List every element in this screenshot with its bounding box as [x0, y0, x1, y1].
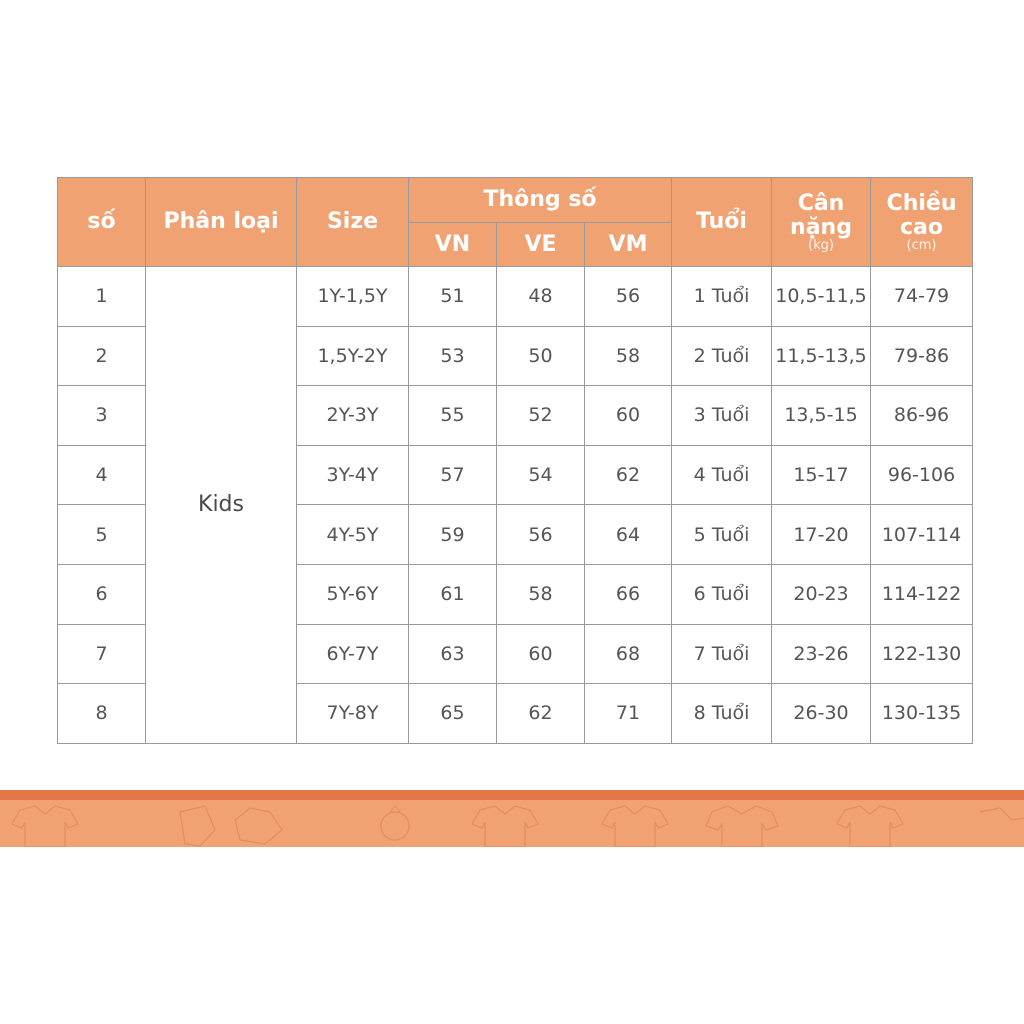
cell-chieu-cao: 107-114 — [871, 505, 973, 565]
header-thong-so: Thông số — [409, 178, 672, 223]
cell-vn: 57 — [409, 445, 497, 505]
cell-ve: 60 — [497, 624, 585, 684]
cell-so: 4 — [58, 445, 146, 505]
table-body — [58, 267, 973, 744]
cell-so: 7 — [58, 624, 146, 684]
cell-tuoi: 8 Tuổi — [672, 684, 772, 744]
cell-can-nang: 17-20 — [772, 505, 871, 565]
cell-tuoi: 2 Tuổi — [672, 326, 772, 386]
cell-ve: 58 — [497, 564, 585, 624]
cell-vn: 65 — [409, 684, 497, 744]
cell-chieu-cao: 79-86 — [871, 326, 973, 386]
cell-ve: 52 — [497, 386, 585, 446]
header-can-nang-unit: (kg) — [808, 237, 834, 253]
cell-so: 3 — [58, 386, 146, 446]
cell-chieu-cao: 96-106 — [871, 445, 973, 505]
cell-vm: 66 — [585, 564, 672, 624]
cell-size: 4Y-5Y — [297, 505, 409, 565]
category-cell: Kids — [146, 267, 297, 744]
table-row — [58, 267, 973, 327]
header-phan-loai: Phân loại — [146, 178, 297, 267]
cell-size: 2Y-3Y — [297, 386, 409, 446]
cell-tuoi: 5 Tuổi — [672, 505, 772, 565]
clothing-pattern-icon — [0, 800, 1024, 847]
cell-can-nang: 13,5-15 — [772, 386, 871, 446]
cell-size: 1Y-1,5Y — [297, 267, 409, 327]
cell-so: 8 — [58, 684, 146, 744]
cell-vn: 51 — [409, 267, 497, 327]
cell-vm: 71 — [585, 684, 672, 744]
cell-tuoi: 3 Tuổi — [672, 386, 772, 446]
cell-chieu-cao: 130-135 — [871, 684, 973, 744]
cell-size: 3Y-4Y — [297, 445, 409, 505]
cell-vm: 62 — [585, 445, 672, 505]
banner-stripe — [0, 790, 1024, 800]
cell-chieu-cao: 86-96 — [871, 386, 973, 446]
header-vn: VN — [409, 223, 497, 267]
size-chart-table — [57, 177, 973, 744]
cell-size: 1,5Y-2Y — [297, 326, 409, 386]
footer-banner — [0, 790, 1024, 847]
header-can-nang-label: Cân nặng — [790, 191, 852, 240]
cell-ve: 54 — [497, 445, 585, 505]
cell-so: 2 — [58, 326, 146, 386]
cell-vm: 64 — [585, 505, 672, 565]
cell-can-nang: 20-23 — [772, 564, 871, 624]
cell-vn: 61 — [409, 564, 497, 624]
cell-vn: 59 — [409, 505, 497, 565]
header-ve: VE — [497, 223, 585, 267]
cell-chieu-cao: 74-79 — [871, 267, 973, 327]
cell-tuoi: 7 Tuổi — [672, 624, 772, 684]
cell-can-nang: 10,5-11,5 — [772, 267, 871, 327]
cell-chieu-cao: 114-122 — [871, 564, 973, 624]
cell-vn: 55 — [409, 386, 497, 446]
header-chieu-cao-label: Chiều cao — [886, 191, 957, 240]
cell-vm: 60 — [585, 386, 672, 446]
cell-ve: 50 — [497, 326, 585, 386]
cell-vm: 56 — [585, 267, 672, 327]
header-chieu-cao — [871, 178, 973, 267]
cell-tuoi: 4 Tuổi — [672, 445, 772, 505]
cell-can-nang: 26-30 — [772, 684, 871, 744]
header-vm: VM — [585, 223, 672, 267]
cell-so: 5 — [58, 505, 146, 565]
header-tuoi: Tuổi — [672, 178, 772, 267]
cell-so: 6 — [58, 564, 146, 624]
cell-ve: 62 — [497, 684, 585, 744]
cell-chieu-cao: 122-130 — [871, 624, 973, 684]
cell-so: 1 — [58, 267, 146, 327]
cell-size: 6Y-7Y — [297, 624, 409, 684]
cell-size: 5Y-6Y — [297, 564, 409, 624]
header-so: số — [58, 178, 146, 267]
cell-vn: 53 — [409, 326, 497, 386]
cell-vm: 68 — [585, 624, 672, 684]
cell-can-nang: 11,5-13,5 — [772, 326, 871, 386]
cell-vn: 63 — [409, 624, 497, 684]
cell-tuoi: 6 Tuổi — [672, 564, 772, 624]
cell-vm: 58 — [585, 326, 672, 386]
cell-can-nang: 23-26 — [772, 624, 871, 684]
cell-tuoi: 1 Tuổi — [672, 267, 772, 327]
header-size: Size — [297, 178, 409, 267]
header-can-nang — [772, 178, 871, 267]
cell-ve: 56 — [497, 505, 585, 565]
cell-size: 7Y-8Y — [297, 684, 409, 744]
header-chieu-cao-unit: (cm) — [906, 237, 937, 253]
cell-can-nang: 15-17 — [772, 445, 871, 505]
cell-ve: 48 — [497, 267, 585, 327]
